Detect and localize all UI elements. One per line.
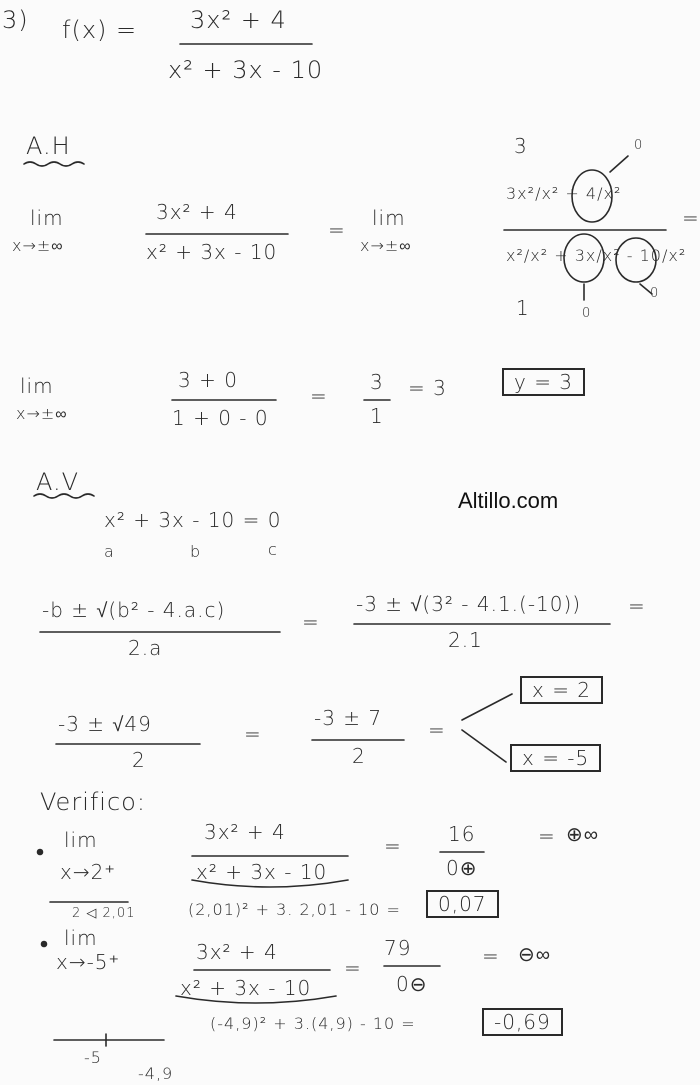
ah-div-den: x²/x² + 3x/x² - 10/x²: [506, 246, 687, 265]
verify2-result: ⊖∞: [518, 942, 552, 966]
verify2-calc: (-4,9)² + 3.(4,9) - 10 =: [210, 1014, 416, 1033]
ah-heading: A.H: [26, 132, 71, 160]
verify-heading: Verifico:: [40, 788, 146, 816]
verify2-brace: [176, 996, 336, 1003]
av-heading: A.V: [36, 468, 80, 496]
verify2-res-den: 0⊖: [396, 972, 428, 996]
verify2-res-num: 79: [384, 936, 412, 960]
ah-frac-num: 3: [370, 370, 384, 394]
av-heading-underline: [34, 494, 94, 498]
verify1-calc: (2,01)² + 3. 2,01 - 10 =: [188, 900, 401, 919]
verify1-number-line: 2 ◁ 2,01: [72, 906, 136, 921]
verify1-eq: =: [384, 834, 402, 858]
verify2-line-left: -5: [84, 1048, 102, 1067]
av-formula-num: -b ± √(b² - 4.a.c): [42, 598, 226, 622]
verify2-eq: =: [344, 956, 362, 980]
ah-eq-right: =: [682, 206, 700, 230]
av-root1-box: x = 2: [520, 676, 603, 704]
ah-arrow-top: [610, 156, 628, 172]
verify1-eq2: =: [538, 824, 556, 848]
av-sub-den: 2.1: [448, 628, 483, 652]
verify1-brace: [192, 880, 348, 887]
ah-circle-10-x2: [616, 238, 656, 282]
ah-div-num: 3x²/x² + 4/x²: [506, 184, 622, 203]
verify1-res-num: 16: [448, 822, 476, 846]
av-eq3: =: [428, 718, 446, 742]
ah-eq: =: [328, 218, 346, 242]
av-coef-a: a: [104, 542, 115, 561]
av-eq-end: =: [628, 594, 646, 618]
problem-numerator: 3x² + 4: [190, 6, 287, 34]
av-coef-c: c: [268, 540, 278, 559]
verify1-num: 3x² + 4: [204, 820, 286, 844]
problem-denominator: x² + 3x - 10: [168, 56, 324, 84]
av-equation: x² + 3x - 10 = 0: [104, 508, 282, 532]
av-sqrt-num: -3 ± √49: [58, 712, 152, 736]
verify2-eq2: =: [482, 944, 500, 968]
av-sub-num: -3 ± √(3² - 4.1.(-10)): [356, 592, 582, 616]
verify2-lim: lim: [64, 926, 98, 950]
verify1-sub: x→2⁺: [60, 860, 116, 884]
ah-result-box: y = 3: [502, 368, 585, 396]
verify2-bullet: [42, 942, 47, 947]
av-arrow-root2: [462, 730, 506, 762]
ah-arrow-diag: [640, 284, 652, 294]
av-pm-den: 2: [352, 744, 366, 768]
ah-note-0b: 0: [650, 286, 660, 301]
ah-lim2-sub: x→±∞: [360, 236, 412, 255]
ah-step-lim: lim: [20, 374, 54, 398]
av-sqrt-den: 2: [132, 748, 146, 772]
av-arrow-root1: [462, 694, 512, 720]
ah-step-den: 1 + 0 - 0: [172, 406, 269, 430]
verify2-num: 3x² + 4: [196, 940, 278, 964]
verify1-den: x² + 3x - 10: [196, 860, 328, 884]
ah-note-3: 3: [514, 134, 528, 158]
ah-circle-4-x2: [572, 170, 612, 222]
av-root2-box: x = -5: [510, 744, 601, 772]
av-coef-b: b: [190, 542, 202, 561]
ah-step-sub: x→±∞: [16, 404, 68, 423]
verify2-line-right: -4,9: [138, 1064, 174, 1083]
ah-note-1: 1: [516, 296, 530, 320]
av-eq2: =: [244, 722, 262, 746]
ah-lim2: lim: [372, 206, 406, 230]
ah-eq3: = 3: [408, 376, 447, 400]
verify1-result: ⊕∞: [566, 822, 600, 846]
verify2-sub: x→-5⁺: [56, 950, 121, 974]
av-pm-num: -3 ± 7: [314, 706, 383, 730]
ah-heading-underline: [24, 162, 84, 166]
watermark: Altillo.com: [458, 488, 559, 513]
verify1-lim: lim: [64, 828, 98, 852]
verify2-calc-result: -0,69: [482, 1008, 563, 1036]
ah-expr-num: 3x² + 4: [156, 200, 238, 224]
ah-lim: lim: [30, 206, 64, 230]
verify1-calc-result: 0,07: [426, 890, 499, 918]
av-formula-den: 2.a: [128, 636, 163, 660]
verify2-den: x² + 3x - 10: [180, 976, 312, 1000]
ah-frac-den: 1: [370, 404, 384, 428]
ah-step-num: 3 + 0: [178, 368, 238, 392]
problem-number: 3): [2, 6, 29, 34]
function-label: f(x) =: [62, 16, 138, 44]
ah-eq2: =: [310, 384, 328, 408]
verify1-res-den: 0⊕: [446, 856, 478, 880]
av-eq: =: [302, 610, 320, 634]
ah-expr-den: x² + 3x - 10: [146, 240, 278, 264]
ah-circle-3x-x2: [564, 234, 604, 282]
verify1-bullet: [38, 850, 43, 855]
ah-note-zero-top: 0: [634, 138, 644, 153]
ah-note-0a: 0: [582, 306, 592, 321]
ah-lim-sub: x→±∞: [12, 236, 64, 255]
